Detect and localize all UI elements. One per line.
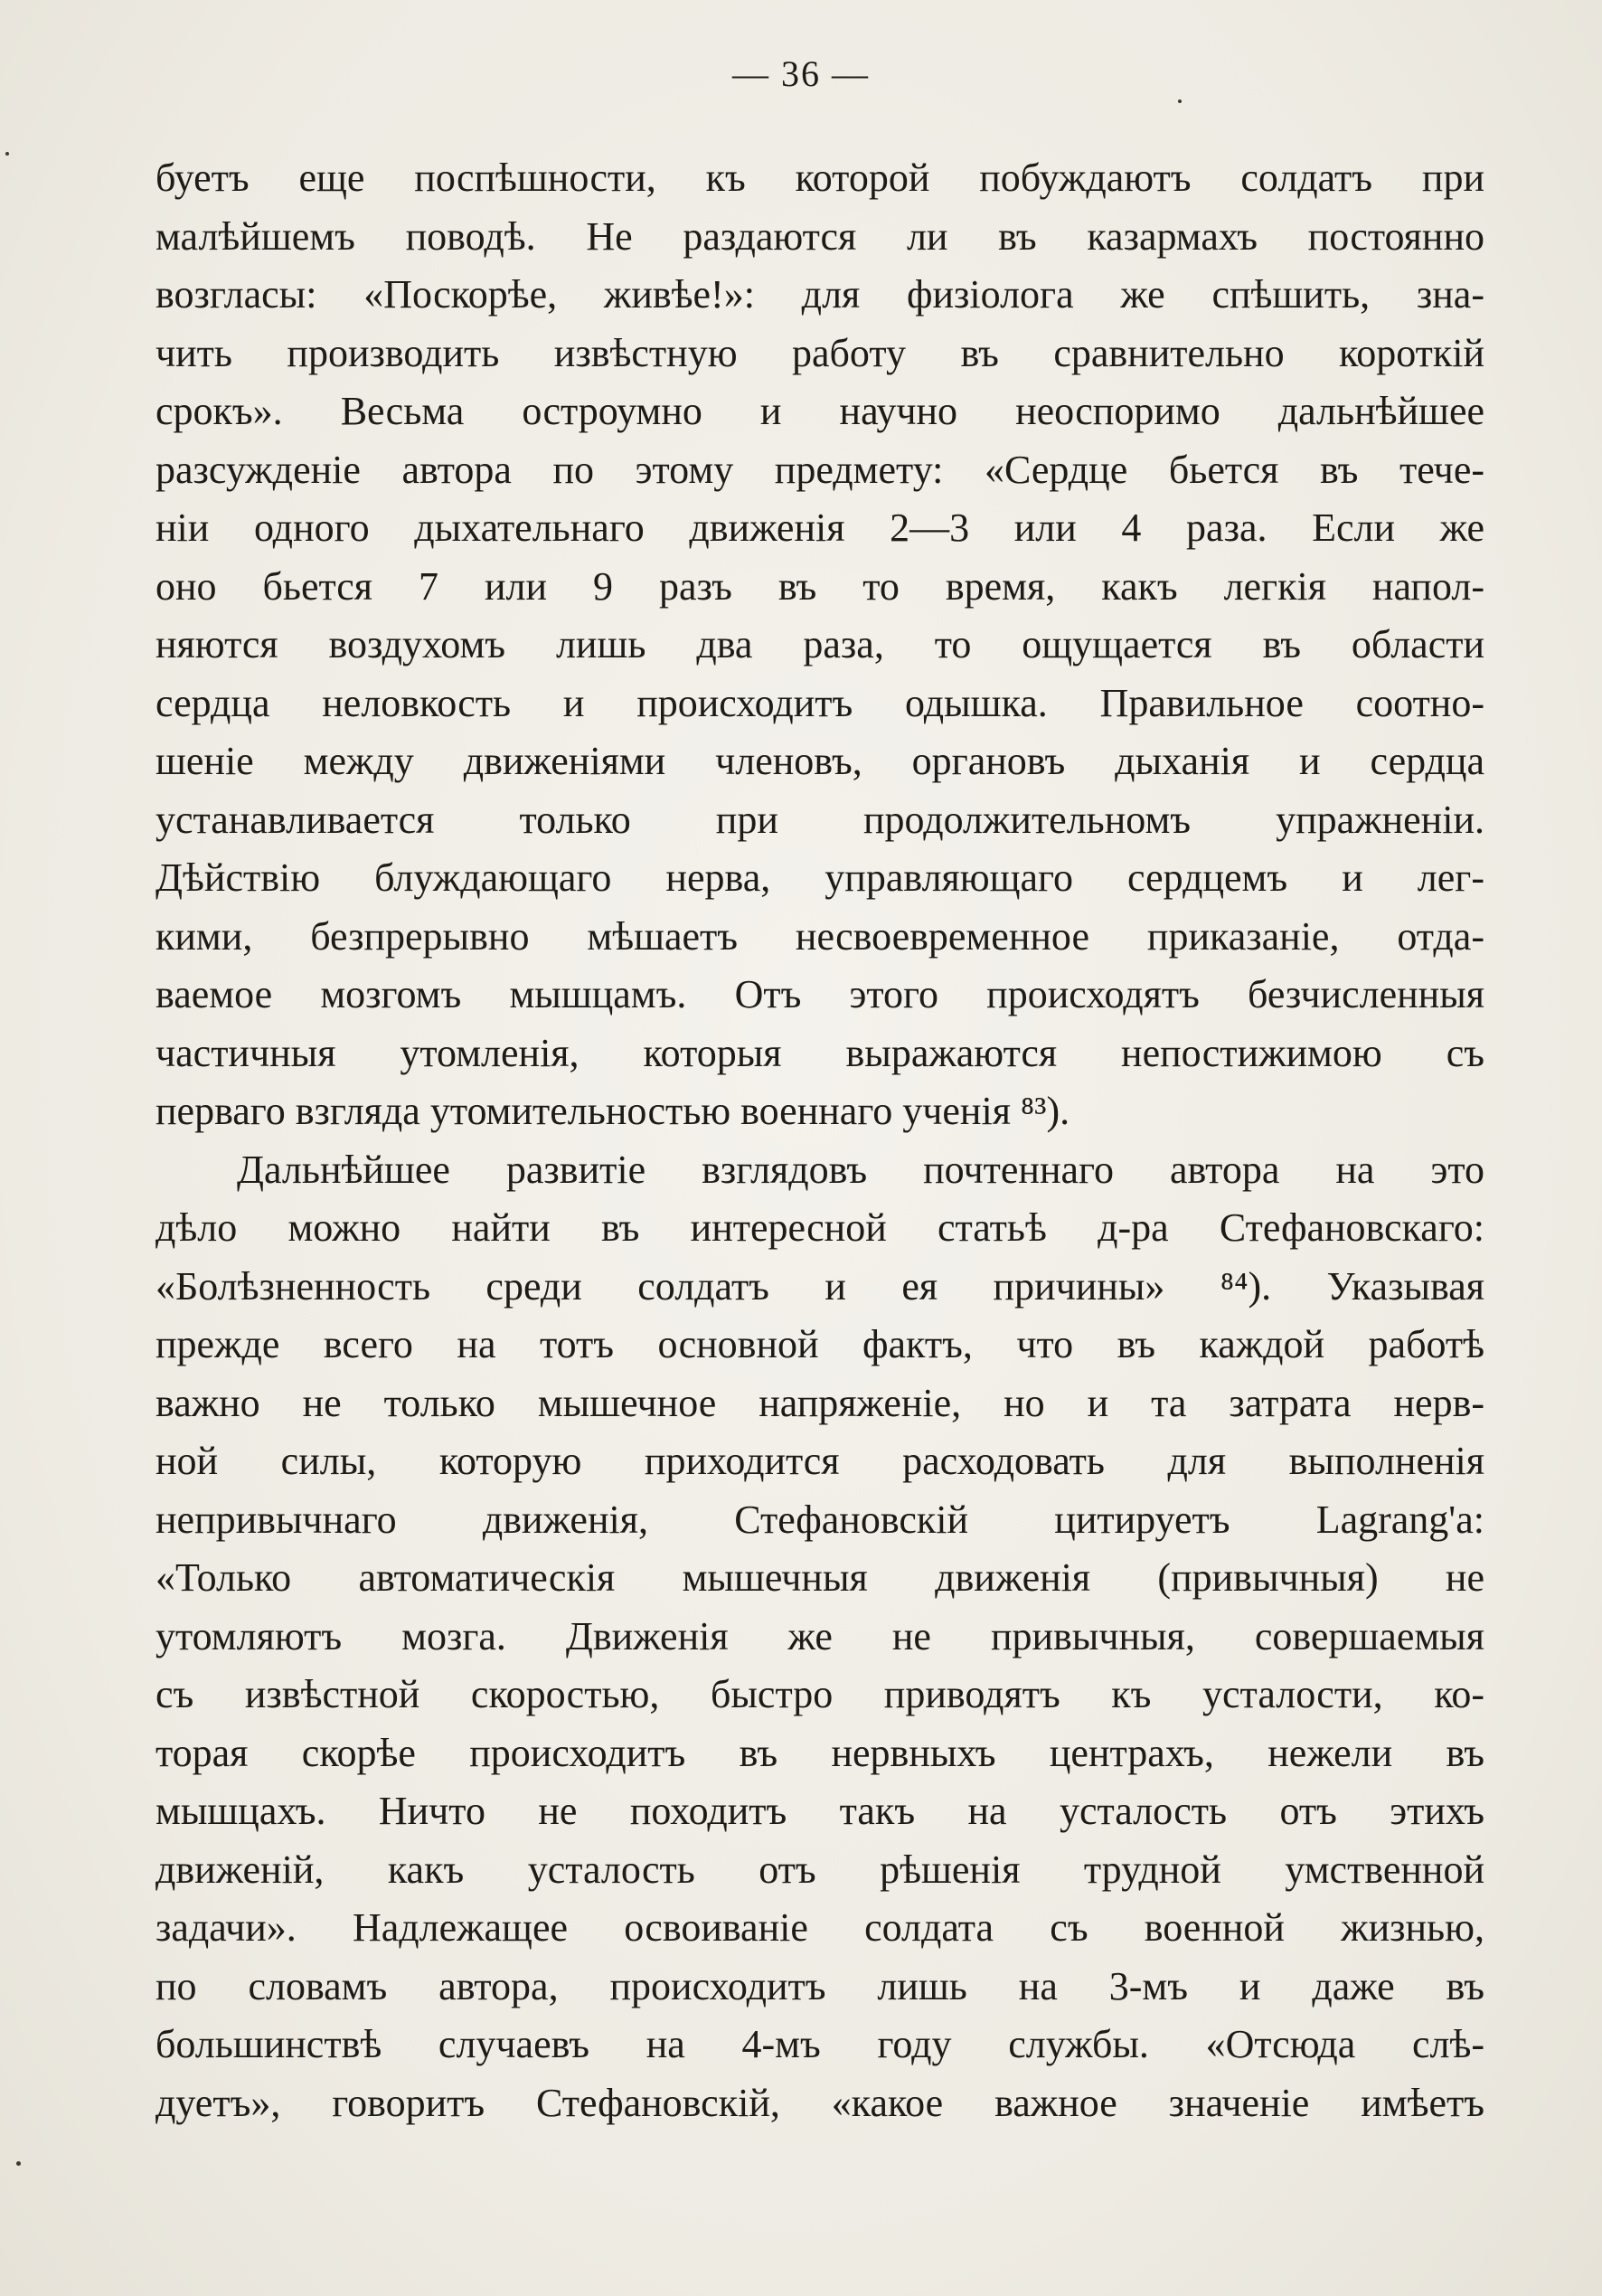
text-line: задачи». Надлежащее освоиваніе солдата съ военной жизнью, — [155, 1905, 1484, 1950]
text-line: движеній, какъ усталость отъ рѣшенія трудной умственной — [155, 1847, 1484, 1892]
text-line: ваемое мозгомъ мышцамъ. Отъ этого происходятъ безчисленныя — [155, 972, 1484, 1016]
page-number: — 36 — — [732, 53, 870, 94]
text-line: утомляютъ мозга. Движенія же не привычныя, совершаемыя — [155, 1613, 1484, 1658]
text-line: сердца неловкость и происходитъ одышка. Правильное соотно- — [155, 680, 1484, 725]
text-line: «Только автоматическія мышечныя движенія (привычныя) не — [155, 1555, 1484, 1600]
text-line: оно бьется 7 или 9 разъ въ то время, какъ легкія напол- — [155, 563, 1484, 609]
body-text — [155, 149, 1484, 2132]
text-line: по словамъ автора, происходитъ лишь на 3-мъ и даже въ — [155, 1963, 1484, 2008]
text-line: дуетъ», говоритъ Стефановскій, «какое важное значеніе имѣетъ — [155, 2080, 1484, 2125]
text-line: няются воздухомъ лишь два раза, то ощущается въ области — [155, 622, 1484, 666]
text-line: Дальнѣйшее развитіе взглядовъ почтеннаго автора на это — [237, 1147, 1484, 1192]
text-line: малѣйшемъ поводѣ. Не раздаются ли въ казармахъ постоянно — [155, 213, 1484, 259]
text-line: большинствѣ случаевъ на 4-мъ году службы. «Отсюда слѣ- — [155, 2022, 1484, 2066]
text-line: перваго взгляда утомительностью военнаго ученія ⁸³). — [155, 1089, 1070, 1133]
text-line: возгласы: «Поскорѣе, живѣе!»: для физіолога же спѣшить, зна- — [155, 272, 1484, 317]
text-line: съ извѣстной скоростью, быстро приводятъ къ усталости, ко- — [155, 1672, 1484, 1716]
text-line: буетъ еще поспѣшности, къ которой побуждаютъ солдатъ при — [155, 156, 1484, 200]
text-line: разсужденіе автора по этому предмету: «Сердце бьется въ тече- — [155, 447, 1484, 492]
text-line: ніи одного дыхательнаго движенія 2—3 или 4 раза. Если же — [155, 505, 1484, 550]
text-line: торая скорѣе происходитъ въ нервныхъ центрахъ, нежели въ — [155, 1730, 1484, 1775]
text-line: срокъ». Весьма остроумно и научно неоспоримо дальнѣйшее — [155, 389, 1484, 433]
print-speck — [5, 152, 9, 156]
text-line: шеніе между движеніями членовъ, органовъ дыханія и сердца — [155, 739, 1484, 783]
text-line: непривычнаго движенія, Стефановскій цитируетъ Lagrang'a: — [155, 1497, 1484, 1542]
text-line: мышцахъ. Ничто не походитъ такъ на усталость отъ этихъ — [155, 1789, 1484, 1833]
print-speck — [16, 2161, 21, 2166]
print-speck — [1178, 99, 1182, 103]
text-line: устанавливается только при продолжительномъ упражненіи. — [155, 797, 1484, 842]
text-line: прежде всего на тотъ основной фактъ, что въ каждой работѣ — [155, 1322, 1484, 1366]
text-line: важно не только мышечное напряженіе, но и та затрата нерв- — [155, 1380, 1484, 1425]
text-line: кими, безпрерывно мѣшаетъ несвоевременное приказаніе, отда- — [155, 913, 1484, 959]
text-line: ной силы, которую приходится расходовать для выполненія — [155, 1439, 1484, 1483]
text-line: частичныя утомленія, которыя выражаются непостижимою съ — [155, 1030, 1484, 1075]
text-line: Дѣйствію блуждающаго нерва, управляющаго сердцемъ и лег- — [155, 855, 1484, 900]
text-line: чить производить извѣстную работу въ сравнительно короткій — [155, 330, 1484, 375]
text-line: дѣло можно найти въ интересной статьѣ д-ра Стефановскаго: — [155, 1205, 1484, 1250]
text-line: «Болѣзненность среди солдатъ и ея причины» ⁸⁴). Указывая — [155, 1263, 1484, 1309]
